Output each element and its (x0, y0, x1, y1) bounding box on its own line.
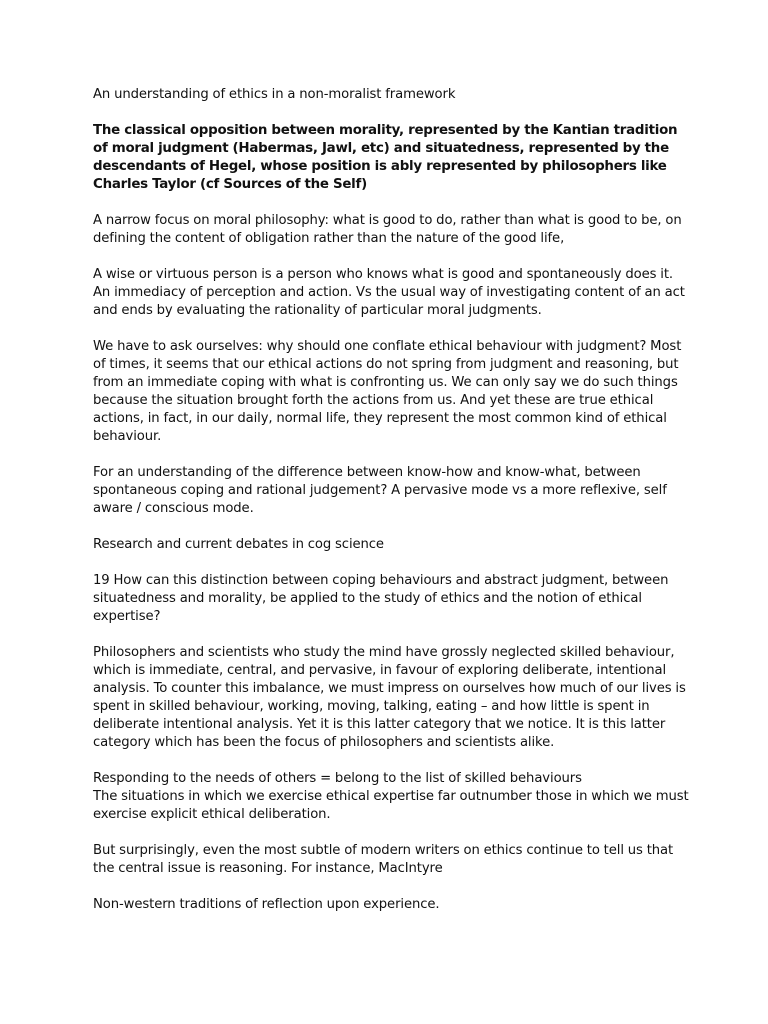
paragraph-conflate-judgment: We have to ask ourselves: why should one conflate ethical behaviour with judgment? Most of times, it seems that our ethical actions do not spring from judgment and reasoning, but from an immediate coping with what is confronting us. We can only say we do such things because the situation brought forth the actions from us. And yet these are true ethical actions, in fact, in our daily, normal life, they represent the most common kind of ethical behaviour. (93, 339, 682, 444)
document-heading: The classical opposition between morality, represented by the Kantian tradition of moral judgment (Habermas, Jawl, etc) and situatedness, represented by the descendants of Hegel, whose position is ably represented by philosophers like Charles Taylor (cf Sources of the Self) (93, 123, 678, 192)
paragraph-ethical-expertise: The situations in which we exercise ethical expertise far outnumber those in which we must exercise explicit ethical deliberation. (93, 789, 689, 822)
paragraph-cog-science: Research and current debates in cog science (93, 537, 384, 552)
paragraph-wise-person: A wise or virtuous person is a person who knows what is good and spontaneously does it. An immediacy of perception and action. Vs the usual way of investigating content of an act and ends by evaluating the rationality of particular moral judgments. (93, 267, 685, 318)
paragraph-know-how: For an understanding of the difference between know-how and know-what, between spontaneous coping and rational judgement? A pervasive mode vs a more reflexive, self aware / conscious mode. (93, 465, 667, 516)
paragraph-non-western: Non-western traditions of reflection upon experience. (93, 897, 440, 912)
paragraph-narrow-focus: A narrow focus on moral philosophy: what is good to do, rather than what is good to be, on defining the content of obligation rather than the nature of the good life, (93, 213, 682, 246)
paragraph-reasoning: But surprisingly, even the most subtle of modern writers on ethics continue to tell us that the central issue is reasoning. For instance, MacIntyre (93, 843, 674, 876)
document-title: An understanding of ethics in a non-moralist framework (93, 87, 456, 102)
paragraph-skilled-behaviour: Philosophers and scientists who study the mind have grossly neglected skilled behaviour, which is immediate, central, and pervasive, in favour of exploring deliberate, intentional analysis. To counter this imbalance, we must impress on ourselves how much of our lives is spent in skilled behaviour, working, moving, talking, eating – and how little is spent in deliberate intentional analysis. Yet it is this latter category that we notice. It is this latter category which has been the focus of philosophers and scientists alike. (93, 645, 686, 750)
paragraph-question-19: 19 How can this distinction between coping behaviours and abstract judgment, between situatedness and morality, be applied to the study of ethics and the notion of ethical expertise? (93, 573, 669, 624)
document-page (93, 86, 693, 932)
paragraph-needs-of-others: Responding to the needs of others = belong to the list of skilled behaviours (93, 771, 582, 786)
